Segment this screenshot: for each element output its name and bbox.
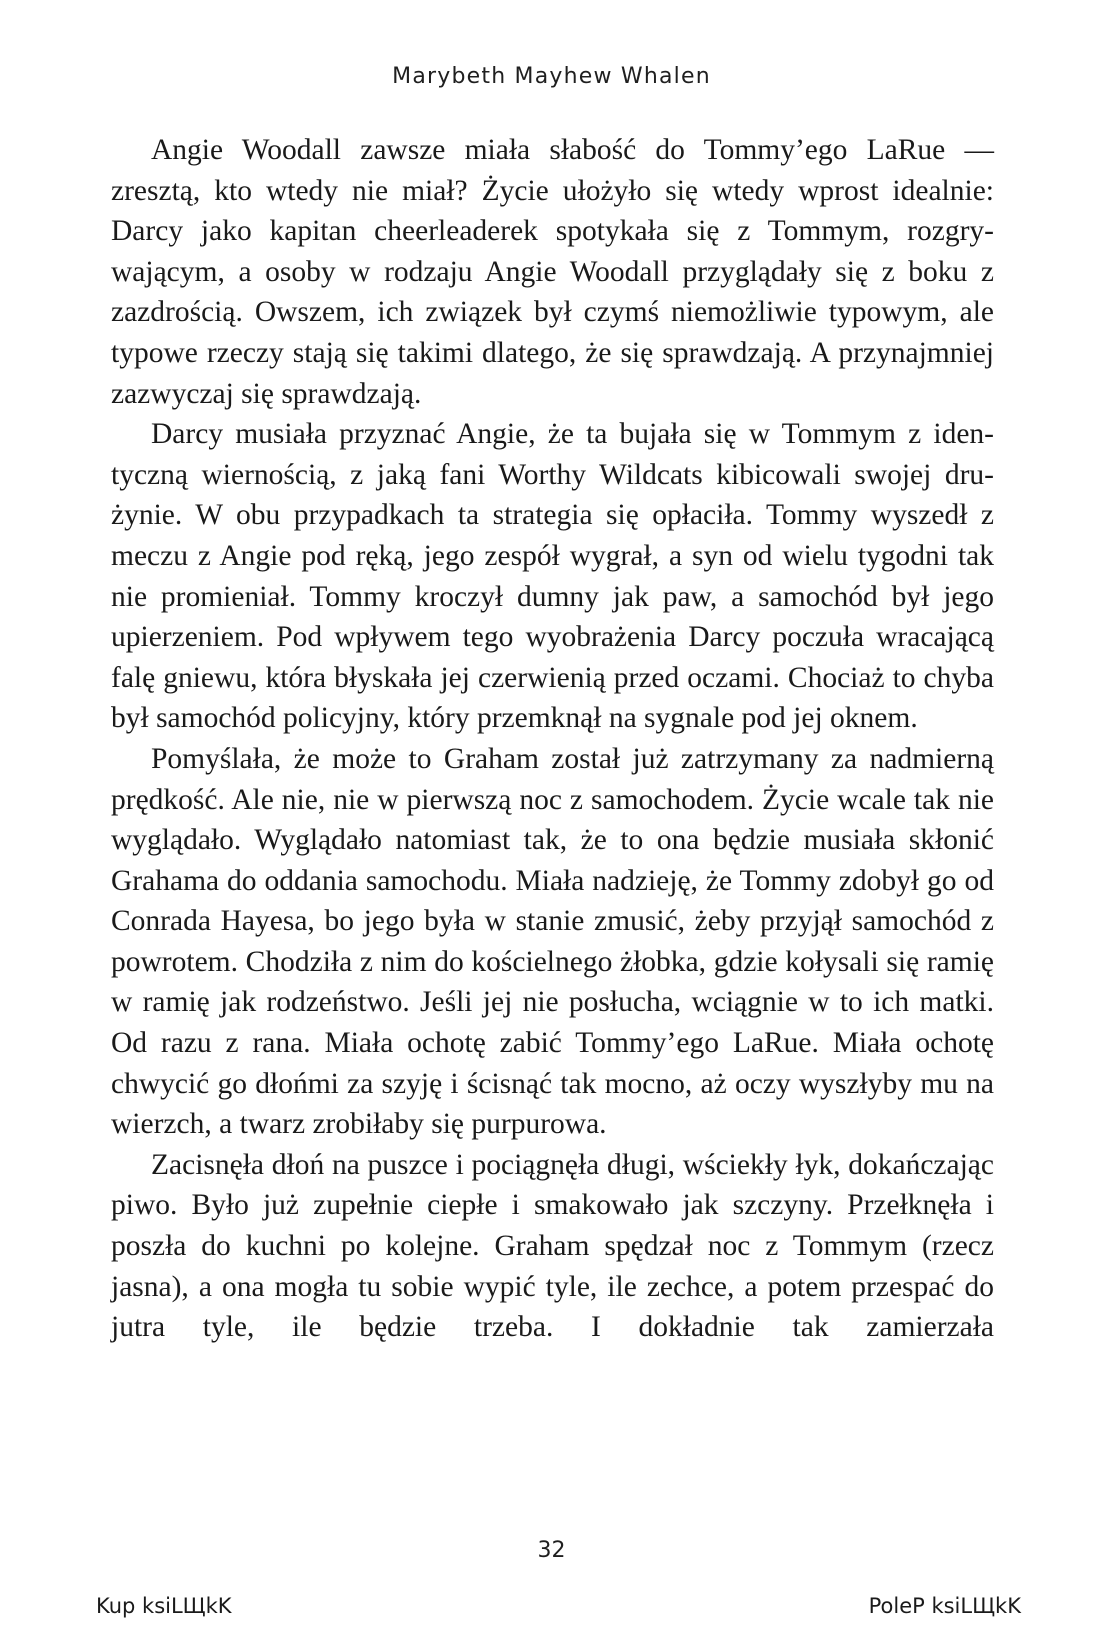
body-text <box>111 130 994 1348</box>
paragraph-3: Pomyślała, że może to Graham został już zatrzymany za nadmierną prędkość. Ale nie, nie w pierwszą noc z samochodem. Życie wcale tak nie wyglądało. Wyglądało natomiast tak, że to ona będzie musiała skłonić Grahama do oddania samochodu. Miała nadzieję, że Tommy zdobył go od Conrada Hayesa, bo jego była w stanie zmusić, żeby przyjął samochód z powrotem. Chodziła z nim do kościelnego żłobka, gdzie kołysali się ramię w ramię jak rodzeństwo. Jeśli jej nie posłucha, wciągnie w to ich matki. Od razu z rana. Miała ochotę zabić Tommy’ego LaRue. Miała ochotę chwycić go dłońmi za szyję i ścisnąć tak mocno, aż oczy wyszłyby mu na wierzch, a twarz zrobiłaby się purpurowa. <box>111 742 994 1141</box>
paragraph-4: Zacisnęła dłoń na puszce i pociągnęła długi, wściekły łyk, dokańczając piwo. Było już zupełnie ciepłe i smakowało jak szczyny. Przełknęła i poszła do kuchni po kolejne. Graham spędzał noc z Tommym (rzecz jasna), a ona mogła tu sobie wypić tyle, ile zechce, a potem przespać do jutra tyle, ile będzie trzeba. I dokładnie tak zamierzała <box>111 1148 994 1344</box>
paragraph-2: Darcy musiała przyznać Angie, że ta bujała się w Tommym z identyczną wiernością, z jaką fani Worthy Wildcats kibicowali swojej drużynie. W obu przypadkach ta strategia się opłaciła. Tommy wyszedł z meczu z Angie pod ręką, jego zespół wygrał, a syn od wielu tygodni tak nie promieniał. Tommy kroczył dumny jak paw, a samochód był jego upierzeniem. Pod wpływem tego wyobrażenia Darcy poczuła wracającą falę gniewu, która błyskała jej czerwienią przed oczami. Chociaż to chyba był samochód policyjny, który przemknął na sygnale pod jej oknem. <box>111 418 994 735</box>
buy-book-link[interactable]: Kup ksiLЩkK <box>96 1594 232 1618</box>
paragraph-1: Angie Woodall zawsze miała słabość do Tommy’ego LaRue — zresztą, kto wtedy nie miał? Życie ułożyło się wtedy wprost idealnie: Darcy jako kapitan cheerleaderek spotykała się z Tommym, rozgrywającym, a osoby w rodzaju Angie Woodall przyglądały się z boku z zazdrością. Owszem, ich związek był czymś niemożliwie typowym, ale typowe rzeczy stają się takimi dlatego, że się sprawdzają. A przynajmniej zazwyczaj się sprawdzają. <box>111 134 994 410</box>
recommend-book-link[interactable]: PoleP ksiLЩkK <box>868 1594 1021 1618</box>
running-head-author: Marybeth Mayhew Whalen <box>392 64 711 89</box>
page-number: 32 <box>537 1538 566 1563</box>
